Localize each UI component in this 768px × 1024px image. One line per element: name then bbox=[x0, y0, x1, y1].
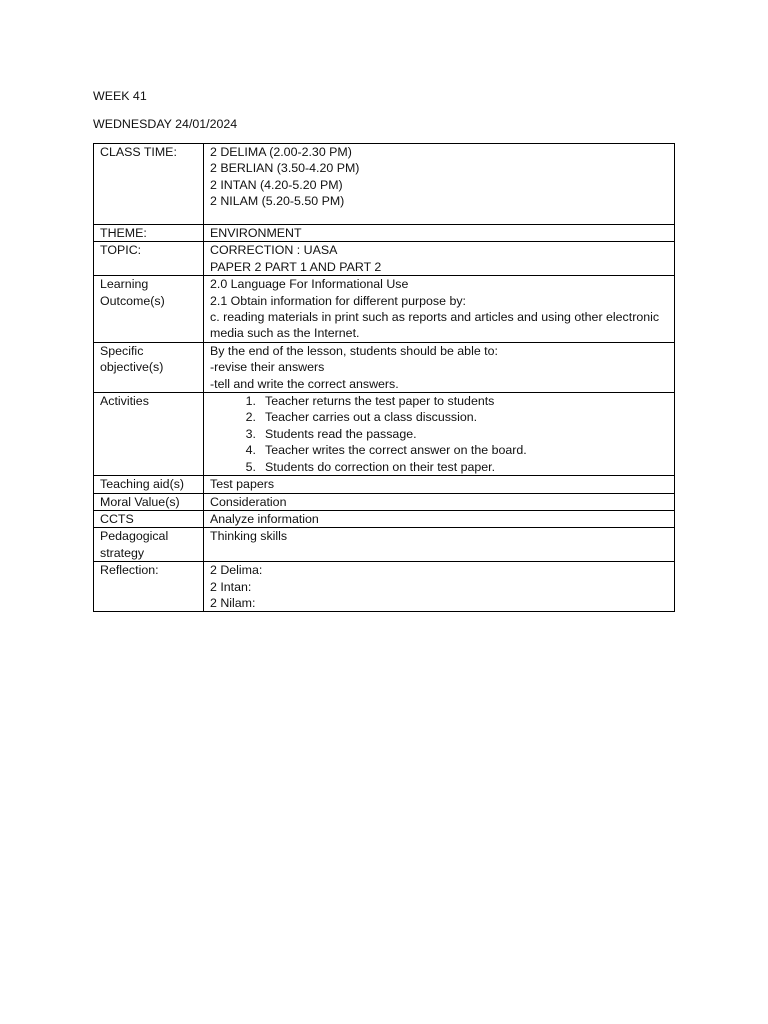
ccts-value: Analyze information bbox=[204, 510, 675, 527]
theme-value: ENVIRONMENT bbox=[204, 225, 675, 242]
activities-list bbox=[210, 393, 668, 475]
class-time-value bbox=[204, 144, 675, 225]
class-time-line: 2 NILAM (5.20-5.50 PM) bbox=[210, 194, 345, 209]
learning-outcome-label-text: Learning Outcome(s) bbox=[100, 277, 165, 308]
activity-item bbox=[210, 426, 668, 442]
activity-number: 3. bbox=[245, 426, 256, 441]
activity-item bbox=[210, 409, 668, 425]
ccts-label: CCTS bbox=[94, 510, 204, 527]
reflection-value bbox=[204, 562, 675, 612]
week-heading: WEEK 41 bbox=[93, 89, 147, 103]
activity-item bbox=[210, 459, 668, 475]
specific-objective-label bbox=[94, 342, 204, 392]
activity-number: 5. bbox=[245, 459, 256, 474]
row-class-time bbox=[94, 144, 675, 225]
specific-objective-value bbox=[204, 342, 675, 392]
specific-objective-line: -revise their answers bbox=[210, 360, 325, 375]
teaching-aid-label: Teaching aid(s) bbox=[94, 476, 204, 493]
reflection-line: 2 Intan: bbox=[210, 579, 252, 594]
activities-label: Activities bbox=[94, 393, 204, 476]
moral-value-value: Consideration bbox=[204, 493, 675, 510]
learning-outcome-label bbox=[94, 276, 204, 343]
class-time-line: 2 BERLIAN (3.50-4.20 PM) bbox=[210, 161, 360, 176]
activity-text: Students do correction on their test paper. bbox=[265, 459, 496, 474]
learning-outcome-value bbox=[204, 276, 675, 343]
row-theme bbox=[94, 225, 675, 242]
moral-value-label: Moral Value(s) bbox=[94, 493, 204, 510]
pedagogical-label-text: Pedagogical strategy bbox=[100, 529, 169, 560]
topic-line: CORRECTION : UASA bbox=[210, 243, 338, 258]
learning-outcome-line: 2.0 Language For Informational Use bbox=[210, 277, 409, 292]
lesson-plan-table bbox=[93, 143, 675, 612]
row-specific-objective bbox=[94, 342, 675, 392]
date-heading: WEDNESDAY 24/01/2024 bbox=[93, 117, 238, 131]
activity-number: 2. bbox=[245, 410, 256, 425]
specific-objective-label-text: Specific objective(s) bbox=[100, 343, 164, 375]
reflection-label: Reflection: bbox=[94, 562, 204, 612]
learning-outcome-line: c. reading materials in print such as reports and articles and using other electronic media such as the Internet. bbox=[210, 310, 660, 341]
row-reflection bbox=[94, 562, 675, 612]
row-topic bbox=[94, 242, 675, 276]
topic-value bbox=[204, 242, 675, 276]
row-learning-outcome bbox=[94, 276, 675, 343]
activity-number: 1. bbox=[245, 394, 256, 409]
row-ccts bbox=[94, 510, 675, 527]
activity-item bbox=[210, 393, 668, 409]
activity-text: Students read the passage. bbox=[265, 426, 417, 441]
theme-label: THEME: bbox=[94, 225, 204, 242]
class-time-line: 2 INTAN (4.20-5.20 PM) bbox=[210, 177, 343, 192]
reflection-line: 2 Nilam: bbox=[210, 595, 256, 610]
activity-text: Teacher writes the correct answer on the board. bbox=[265, 443, 527, 458]
activity-item bbox=[210, 442, 668, 458]
activity-number: 4. bbox=[245, 443, 256, 458]
topic-label: TOPIC: bbox=[94, 242, 204, 276]
reflection-line: 2 Delima: bbox=[210, 563, 263, 578]
pedagogical-label bbox=[94, 528, 204, 562]
class-time-label: CLASS TIME: bbox=[94, 144, 204, 225]
specific-objective-line: By the end of the lesson, students should be able to: bbox=[210, 343, 498, 358]
teaching-aid-value: Test papers bbox=[204, 476, 675, 493]
learning-outcome-line: 2.1 Obtain information for different purpose by: bbox=[210, 293, 466, 308]
pedagogical-value: Thinking skills bbox=[204, 528, 675, 562]
row-moral-value bbox=[94, 493, 675, 510]
topic-line: PAPER 2 PART 1 AND PART 2 bbox=[210, 259, 382, 274]
activities-value bbox=[204, 393, 675, 476]
row-teaching-aid bbox=[94, 476, 675, 493]
row-activities bbox=[94, 393, 675, 476]
activity-text: Teacher carries out a class discussion. bbox=[265, 410, 478, 425]
class-time-line: 2 DELIMA (2.00-2.30 PM) bbox=[210, 145, 352, 159]
row-pedagogical bbox=[94, 528, 675, 562]
specific-objective-line: -tell and write the correct answers. bbox=[210, 376, 399, 391]
activity-text: Teacher returns the test paper to students bbox=[265, 394, 495, 409]
